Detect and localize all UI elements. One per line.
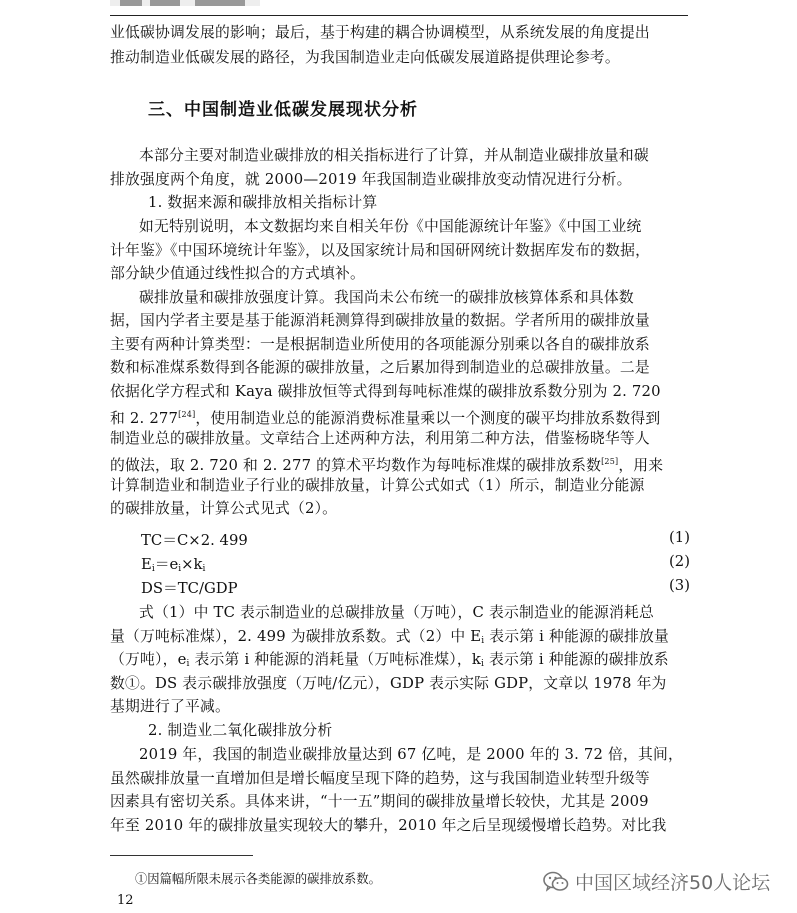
watermark-text: 中国区域经济50人论坛 [575,872,771,894]
section-heading: 三、中国制造业低碳发展现状分析 [148,100,418,120]
footnote: ①因篇幅所限未展示各类能源的碳排放系数。 [135,872,381,886]
watermark [543,868,770,895]
body-line: 式（1）中 TC 表示制造业的总碳排放量（万吨），C 表示制造业的能源消耗总 [139,604,654,621]
body-line: 虽然碳排放量一直增加但是增长幅度呈现下降的趋势，这与我国制造业转型升级等 [110,770,650,787]
body-line: 因素具有密切关系。具体来讲，“十一五”期间的碳排放量增长较快，尤其是 2009 [110,793,649,810]
equation-number: (1) [669,529,690,546]
body-line: 的碳排放量，计算公式见式（2）。 [110,500,338,517]
equation-number: (3) [669,577,690,594]
wechat-icon [543,871,569,893]
body-line: 的做法，取 2. 720 和 2. 277 的算术平均数作为每吨标准煤的碳排放系数[25]，用来 [110,457,664,474]
equation-2: $E_i=e_i\times k_i$ [141,556,206,574]
body-line: 据，国内学者主要是基于能源消耗测算得到碳排放量的数据。学者所用的碳排放量 [110,312,650,329]
body-line: 碳排放量和碳排放强度计算。我国尚未公布统一的碳排放核算体系和具体数 [139,289,634,306]
body-line: 依据化学方程式和 Kaya 碳排放恒等式得到每吨标准煤的碳排放系数分别为 2. 720 [110,383,661,400]
subsection-heading: 2. 制造业二氧化碳排放分析 [148,722,333,739]
body-line: 和 2. 277[24]，使用制造业总的能源消费标准量乘以一个测度的碳平均排放系数得到 [110,410,661,427]
subsection-heading: 1. 数据来源和碳排放相关指标计算 [148,194,378,211]
body-line: 推动制造业低碳发展的路径，为我国制造业走向低碳发展道路提供理论参考。 [110,49,620,66]
body-line: 本部分主要对制造业碳排放的相关指标进行了计算，并从制造业碳排放量和碳 [139,147,649,164]
body-line: 数①。DS 表示碳排放强度（万吨/亿元），GDP 表示实际 GDP，文章以 1978 年为 [110,675,667,692]
page-number: 12 [117,893,134,908]
body-line: 基期进行了平减。 [110,698,230,715]
body-line: 业低碳协调发展的影响；最后，基于构建的耦合协调模型，从系统发展的角度提出 [110,24,650,41]
header-rule [110,15,688,16]
citation-ref[interactable]: [24] [178,410,196,419]
body-line: 年至 2010 年的碳排放量实现较大的攀升，2010 年之后呈现缓慢增长趋势。对比我 [110,817,667,834]
footnote-rule [110,855,253,856]
body-line: 数和标准煤系数得到各能源的碳排放量，之后累加得到制造业的总碳排放量。二是 [110,359,650,376]
body-line: 量（万吨标准煤），2. 499 为碳排放系数。式（2）中 $E_i$ 表示第 i 种能源的碳排放量 [110,628,669,646]
body-line: 计算制造业和制造业子行业的碳排放量，计算公式如式（1）所示，制造业分能源 [110,477,645,494]
equation-1: TC＝C×2. 499 [141,532,248,549]
body-line: 计年鉴》《中国环境统计年鉴》，以及国家统计局和国研网统计数据库发布的数据， [110,242,651,259]
body-line: 排放强度两个角度，就 2000—2019 年我国制造业碳排放变动情况进行分析。 [110,171,632,188]
equation-number: (2) [669,553,690,570]
body-line: 如无特别说明，本文数据均来自相关年份《中国能源统计年鉴》《中国工业统 [139,218,642,235]
header-fragment [0,0,270,8]
body-line: （万吨），$e_i$ 表示第 i 种能源的消耗量（万吨标准煤），$k_i$ 表示第 i 种能源的碳排放系 [110,651,669,669]
body-line: 主要有两种计算类型：一是根据制造业所使用的各项能源分别乘以各自的碳排放系 [110,336,650,353]
body-line: 2019 年，我国的制造业碳排放量达到 67 亿吨，是 2000 年的 3. 72 倍，其间， [139,746,684,763]
body-line: 制造业总的碳排放量。文章结合上述两种方法，利用第二种方法，借鉴杨晓华等人 [110,430,650,447]
equation-3: DS＝TC/GDP [141,580,238,597]
citation-ref[interactable]: [25] [601,457,619,466]
body-line: 部分缺少值通过线性拟合的方式填补。 [110,265,365,282]
